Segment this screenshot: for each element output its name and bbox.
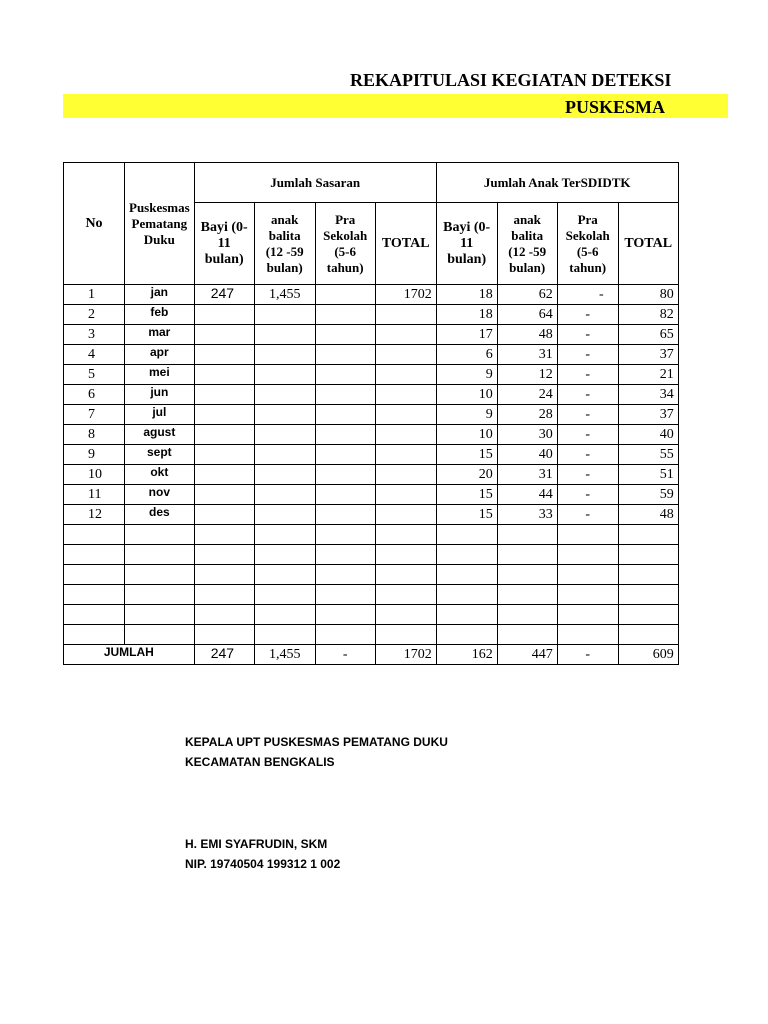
cell-month: jan — [125, 285, 195, 305]
cell-no: 1 — [64, 285, 125, 305]
empty-cell — [497, 545, 557, 565]
cell-sasaran-bayi — [194, 365, 254, 385]
empty-cell — [557, 625, 618, 645]
cell-no: 11 — [64, 485, 125, 505]
cell-tersdidtk-total: 51 — [618, 465, 678, 485]
cell-sasaran-pra — [315, 485, 375, 505]
cell-sasaran-total — [375, 325, 436, 345]
cell-sasaran-balita — [254, 405, 315, 425]
cell-tersdidtk-bayi: 10 — [436, 385, 497, 405]
cell-tersdidtk-bayi: 9 — [436, 405, 497, 425]
cell-tersdidtk-bayi: 9 — [436, 365, 497, 385]
empty-cell — [254, 585, 315, 605]
empty-cell — [315, 605, 375, 625]
table-row — [64, 305, 679, 325]
table-row — [64, 365, 679, 385]
cell-sasaran-bayi — [194, 425, 254, 445]
sub-header-tersdidtk-total: TOTAL — [618, 203, 678, 285]
sub-header-tersdidtk-pra: Pra Sekolah (5-6 tahun) — [557, 203, 618, 285]
cell-no: 2 — [64, 305, 125, 325]
cell-no: 5 — [64, 365, 125, 385]
cell-sasaran-pra — [315, 505, 375, 525]
empty-cell — [194, 525, 254, 545]
table-row — [64, 405, 679, 425]
empty-cell — [125, 525, 195, 545]
empty-cell — [375, 585, 436, 605]
empty-cell — [315, 565, 375, 585]
total-tersdidtk-balita: 447 — [497, 645, 557, 665]
cell-sasaran-bayi: 247 — [194, 285, 254, 305]
cell-sasaran-total — [375, 385, 436, 405]
table-row — [64, 425, 679, 445]
empty-cell — [375, 565, 436, 585]
empty-cell — [125, 625, 195, 645]
cell-tersdidtk-pra: - — [557, 325, 618, 345]
empty-cell — [497, 625, 557, 645]
empty-cell — [64, 585, 125, 605]
col-header-no: No — [64, 163, 125, 285]
cell-tersdidtk-balita: 48 — [497, 325, 557, 345]
empty-cell — [375, 545, 436, 565]
sub-header-tersdidtk-balita: anak balita (12 -59 bulan) — [497, 203, 557, 285]
cell-sasaran-balita — [254, 325, 315, 345]
empty-cell — [618, 525, 678, 545]
cell-sasaran-pra — [315, 345, 375, 365]
cell-month: mar — [125, 325, 195, 345]
cell-sasaran-bayi — [194, 465, 254, 485]
total-tersdidtk-total: 609 — [618, 645, 678, 665]
empty-row — [64, 605, 679, 625]
table-row — [64, 345, 679, 365]
cell-sasaran-total — [375, 465, 436, 485]
cell-sasaran-pra — [315, 385, 375, 405]
table-row — [64, 385, 679, 405]
empty-row — [64, 545, 679, 565]
cell-sasaran-total: 1702 — [375, 285, 436, 305]
cell-month: des — [125, 505, 195, 525]
total-sasaran-pra: - — [315, 645, 375, 665]
document-subtitle: PUSKESMA — [564, 97, 665, 117]
cell-no: 12 — [64, 505, 125, 525]
cell-sasaran-balita — [254, 365, 315, 385]
empty-cell — [436, 525, 497, 545]
cell-tersdidtk-balita: 40 — [497, 445, 557, 465]
cell-month: apr — [125, 345, 195, 365]
empty-row — [64, 525, 679, 545]
empty-cell — [375, 625, 436, 645]
cell-sasaran-total — [375, 445, 436, 465]
cell-no: 7 — [64, 405, 125, 425]
cell-month: agust — [125, 425, 195, 445]
cell-tersdidtk-total: 37 — [618, 345, 678, 365]
cell-sasaran-pra — [315, 305, 375, 325]
cell-sasaran-pra — [315, 405, 375, 425]
cell-tersdidtk-total: 48 — [618, 505, 678, 525]
cell-sasaran-bayi — [194, 485, 254, 505]
table-row — [64, 445, 679, 465]
cell-sasaran-bayi — [194, 325, 254, 345]
empty-cell — [315, 625, 375, 645]
empty-cell — [557, 585, 618, 605]
cell-tersdidtk-balita: 62 — [497, 285, 557, 305]
empty-cell — [64, 525, 125, 545]
cell-tersdidtk-total: 37 — [618, 405, 678, 425]
empty-cell — [618, 605, 678, 625]
empty-cell — [315, 525, 375, 545]
empty-cell — [64, 625, 125, 645]
empty-cell — [125, 565, 195, 585]
cell-tersdidtk-balita: 64 — [497, 305, 557, 325]
cell-sasaran-balita — [254, 465, 315, 485]
cell-month: okt — [125, 465, 195, 485]
empty-cell — [254, 525, 315, 545]
group-header-jumlah-sasaran: Jumlah Sasaran — [194, 163, 436, 203]
empty-cell — [557, 565, 618, 585]
cell-sasaran-balita — [254, 485, 315, 505]
cell-sasaran-bayi — [194, 445, 254, 465]
cell-sasaran-balita — [254, 305, 315, 325]
cell-tersdidtk-total: 40 — [618, 425, 678, 445]
cell-sasaran-balita: 1,455 — [254, 285, 315, 305]
total-tersdidtk-bayi: 162 — [436, 645, 497, 665]
cell-tersdidtk-total: 65 — [618, 325, 678, 345]
cell-sasaran-bayi — [194, 385, 254, 405]
cell-sasaran-total — [375, 505, 436, 525]
cell-tersdidtk-bayi: 15 — [436, 505, 497, 525]
empty-cell — [557, 525, 618, 545]
empty-cell — [375, 525, 436, 545]
cell-sasaran-total — [375, 345, 436, 365]
cell-tersdidtk-total: 21 — [618, 365, 678, 385]
cell-sasaran-bayi — [194, 345, 254, 365]
cell-tersdidtk-total: 55 — [618, 445, 678, 465]
empty-cell — [254, 625, 315, 645]
cell-tersdidtk-total: 82 — [618, 305, 678, 325]
empty-cell — [125, 545, 195, 565]
total-sasaran-bayi: 247 — [194, 645, 254, 665]
empty-cell — [497, 585, 557, 605]
cell-no: 9 — [64, 445, 125, 465]
empty-cell — [64, 605, 125, 625]
empty-row — [64, 565, 679, 585]
cell-sasaran-balita — [254, 385, 315, 405]
cell-month: nov — [125, 485, 195, 505]
table-body — [64, 285, 679, 665]
cell-sasaran-balita — [254, 445, 315, 465]
cell-month: sept — [125, 445, 195, 465]
sub-header-sasaran-total: TOTAL — [375, 203, 436, 285]
empty-row — [64, 585, 679, 605]
empty-cell — [497, 525, 557, 545]
empty-cell — [254, 545, 315, 565]
rekap-table — [63, 162, 679, 665]
cell-sasaran-total — [375, 305, 436, 325]
cell-tersdidtk-pra: - — [557, 465, 618, 485]
cell-sasaran-balita — [254, 345, 315, 365]
cell-sasaran-total — [375, 485, 436, 505]
empty-row — [64, 625, 679, 645]
cell-tersdidtk-pra: - — [557, 405, 618, 425]
cell-tersdidtk-pra: - — [557, 365, 618, 385]
cell-month: feb — [125, 305, 195, 325]
sub-header-sasaran-balita: anak balita (12 -59 bulan) — [254, 203, 315, 285]
sub-header-tersdidtk-bayi: Bayi (0-11 bulan) — [436, 203, 497, 285]
group-header-jumlah-tersdidtk: Jumlah Anak TerSDIDTK — [436, 163, 678, 203]
empty-cell — [618, 545, 678, 565]
cell-tersdidtk-bayi: 17 — [436, 325, 497, 345]
cell-sasaran-bayi — [194, 405, 254, 425]
empty-cell — [194, 625, 254, 645]
cell-sasaran-pra — [315, 425, 375, 445]
total-sasaran-total: 1702 — [375, 645, 436, 665]
total-sasaran-balita: 1,455 — [254, 645, 315, 665]
cell-tersdidtk-pra: - — [557, 305, 618, 325]
cell-sasaran-pra — [315, 365, 375, 385]
cell-tersdidtk-bayi: 10 — [436, 425, 497, 445]
table-row — [64, 505, 679, 525]
sub-header-sasaran-pra: Pra Sekolah (5-6 tahun) — [315, 203, 375, 285]
cell-tersdidtk-pra: - — [557, 485, 618, 505]
cell-tersdidtk-bayi: 6 — [436, 345, 497, 365]
cell-tersdidtk-total: 80 — [618, 285, 678, 305]
col-header-puskesmas: Puskesmas Pematang Duku — [125, 163, 195, 285]
cell-sasaran-bayi — [194, 505, 254, 525]
empty-cell — [194, 605, 254, 625]
cell-tersdidtk-total: 59 — [618, 485, 678, 505]
empty-cell — [254, 565, 315, 585]
cell-tersdidtk-pra: - — [557, 385, 618, 405]
total-label: JUMLAH — [64, 645, 195, 665]
cell-tersdidtk-balita: 12 — [497, 365, 557, 385]
cell-tersdidtk-balita: 33 — [497, 505, 557, 525]
cell-tersdidtk-total: 34 — [618, 385, 678, 405]
empty-cell — [436, 565, 497, 585]
cell-sasaran-bayi — [194, 305, 254, 325]
cell-sasaran-pra — [315, 325, 375, 345]
empty-cell — [436, 625, 497, 645]
total-tersdidtk-pra: - — [557, 645, 618, 665]
signature-nip: NIP. 19740504 199312 1 002 — [185, 857, 341, 871]
cell-tersdidtk-bayi: 18 — [436, 305, 497, 325]
table-row — [64, 325, 679, 345]
cell-month: jun — [125, 385, 195, 405]
cell-sasaran-balita — [254, 425, 315, 445]
table-row — [64, 485, 679, 505]
cell-no: 6 — [64, 385, 125, 405]
empty-cell — [436, 605, 497, 625]
cell-no: 4 — [64, 345, 125, 365]
cell-tersdidtk-bayi: 15 — [436, 485, 497, 505]
cell-tersdidtk-balita: 31 — [497, 465, 557, 485]
empty-cell — [375, 605, 436, 625]
cell-tersdidtk-pra: - — [557, 505, 618, 525]
empty-cell — [194, 565, 254, 585]
empty-cell — [315, 545, 375, 565]
signature-district: KECAMATAN BENGKALIS — [185, 755, 335, 769]
cell-tersdidtk-balita: 31 — [497, 345, 557, 365]
empty-cell — [125, 585, 195, 605]
empty-cell — [194, 585, 254, 605]
cell-tersdidtk-pra: - — [557, 285, 618, 305]
table-row — [64, 285, 679, 305]
cell-tersdidtk-balita: 24 — [497, 385, 557, 405]
cell-tersdidtk-balita: 30 — [497, 425, 557, 445]
cell-tersdidtk-bayi: 20 — [436, 465, 497, 485]
cell-sasaran-total — [375, 425, 436, 445]
cell-tersdidtk-pra: - — [557, 445, 618, 465]
empty-cell — [254, 605, 315, 625]
cell-tersdidtk-balita: 28 — [497, 405, 557, 425]
total-row — [64, 645, 679, 665]
empty-cell — [125, 605, 195, 625]
cell-tersdidtk-bayi: 18 — [436, 285, 497, 305]
empty-cell — [618, 585, 678, 605]
cell-tersdidtk-pra: - — [557, 425, 618, 445]
empty-cell — [64, 545, 125, 565]
cell-no: 10 — [64, 465, 125, 485]
cell-sasaran-pra — [315, 465, 375, 485]
signature-name: H. EMI SYAFRUDIN, SKM — [185, 837, 328, 851]
empty-cell — [315, 585, 375, 605]
cell-month: mei — [125, 365, 195, 385]
empty-cell — [557, 605, 618, 625]
cell-sasaran-pra — [315, 285, 375, 305]
empty-cell — [618, 565, 678, 585]
cell-sasaran-total — [375, 405, 436, 425]
empty-cell — [557, 545, 618, 565]
empty-cell — [497, 605, 557, 625]
cell-tersdidtk-bayi: 15 — [436, 445, 497, 465]
cell-no: 8 — [64, 425, 125, 445]
cell-sasaran-total — [375, 365, 436, 385]
cell-tersdidtk-balita: 44 — [497, 485, 557, 505]
cell-month: jul — [125, 405, 195, 425]
cell-tersdidtk-pra: - — [557, 345, 618, 365]
document-title: REKAPITULASI KEGIATAN DETEKSI — [350, 70, 672, 90]
table-row — [64, 465, 679, 485]
sub-header-sasaran-bayi: Bayi (0-11 bulan) — [194, 203, 254, 285]
empty-cell — [436, 545, 497, 565]
cell-no: 3 — [64, 325, 125, 345]
empty-cell — [497, 565, 557, 585]
empty-cell — [64, 565, 125, 585]
cell-sasaran-balita — [254, 505, 315, 525]
empty-cell — [436, 585, 497, 605]
cell-sasaran-pra — [315, 445, 375, 465]
empty-cell — [618, 625, 678, 645]
empty-cell — [194, 545, 254, 565]
signature-title: KEPALA UPT PUSKESMAS PEMATANG DUKU — [185, 735, 448, 749]
